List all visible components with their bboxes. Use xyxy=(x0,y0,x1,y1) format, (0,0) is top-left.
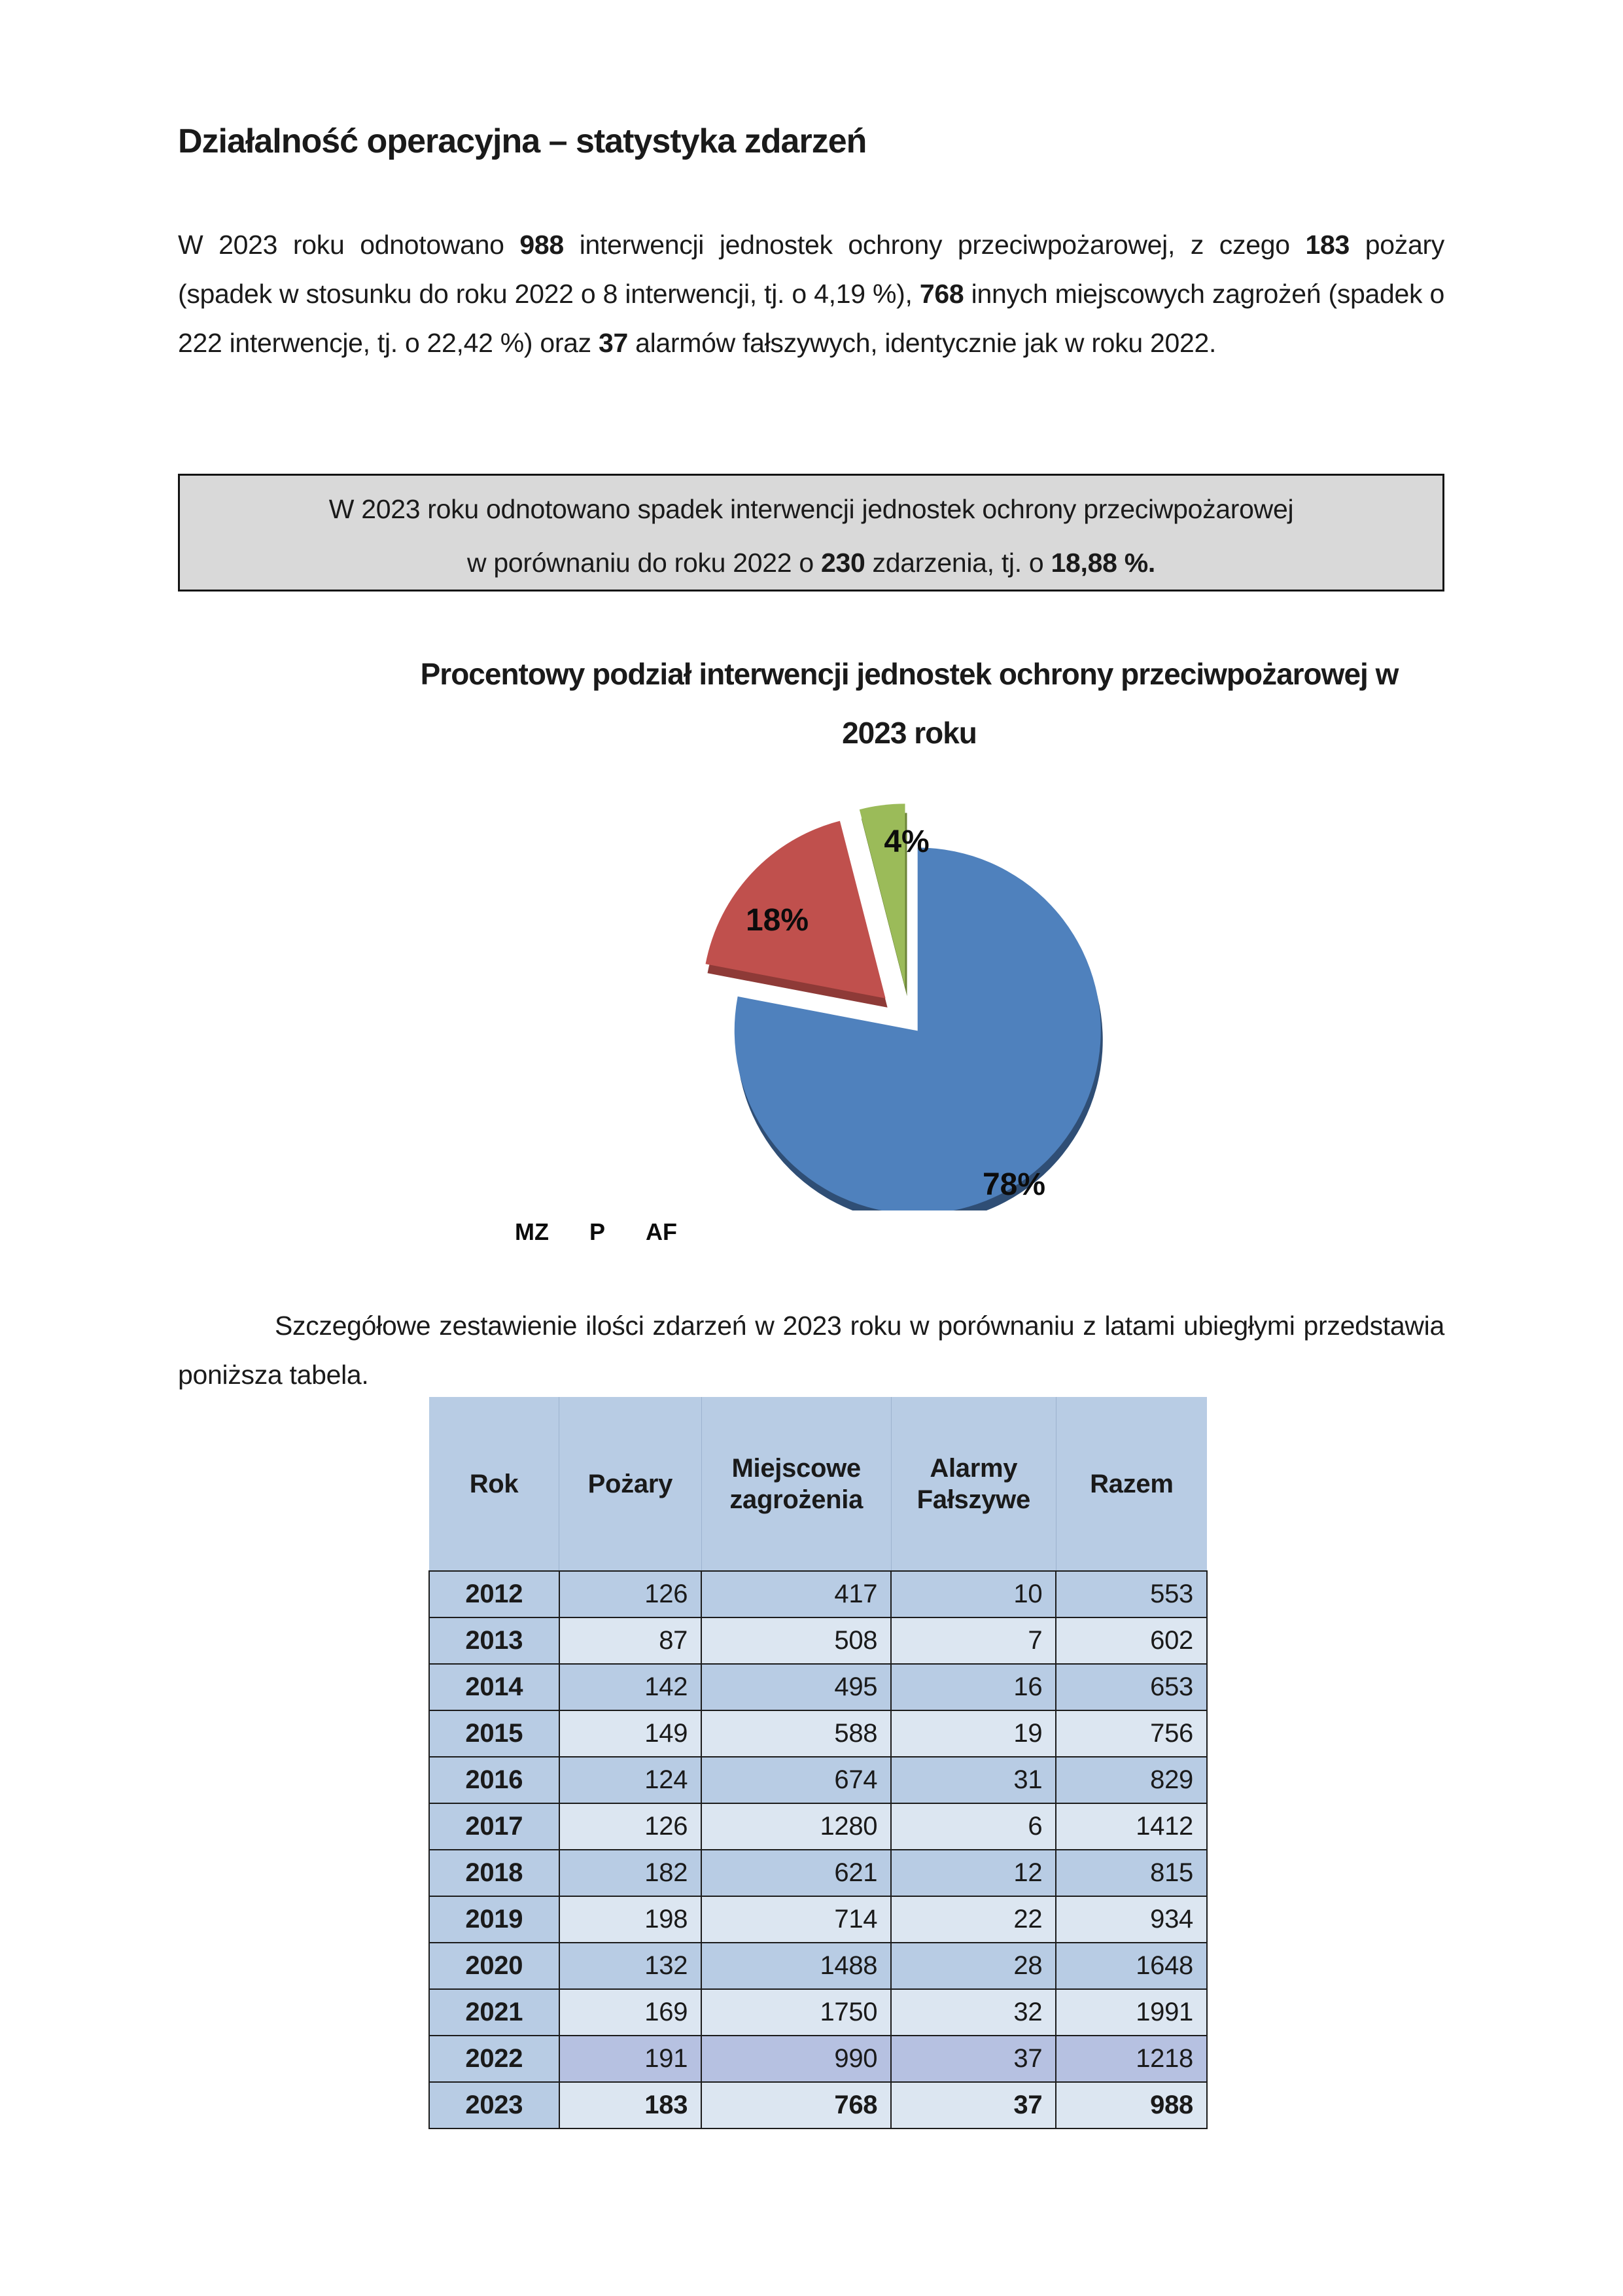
value-cell: 149 xyxy=(559,1710,702,1757)
value-cell: 602 xyxy=(1056,1617,1207,1664)
year-cell: 2018 xyxy=(429,1850,559,1896)
highlight-box xyxy=(178,474,1444,592)
table-row xyxy=(429,1989,1207,2036)
table-intro-paragraph xyxy=(178,1301,1444,1400)
table-body xyxy=(429,1571,1207,2128)
value-cell: 1991 xyxy=(1056,1989,1207,2036)
value-cell: 621 xyxy=(701,1850,891,1896)
value-cell: 126 xyxy=(559,1571,702,1617)
text-segment: W 2023 roku odnotowano spadek interwencji jednostek ochrony przeciwpożarowej xyxy=(328,494,1294,524)
value-cell: 1218 xyxy=(1056,2036,1207,2082)
year-cell: 2014 xyxy=(429,1664,559,1710)
legend-item-AF: AF xyxy=(646,1218,677,1245)
legend-item-MZ: MZ xyxy=(515,1218,549,1245)
text-segment: Szczegółowe zestawienie ilości zdarzeń w 2023 roku w porównaniu z latami ubiegłymi przedstawia poniższa tabela. xyxy=(178,1311,1444,1390)
table-header xyxy=(429,1397,1207,1571)
value-cell: 495 xyxy=(701,1664,891,1710)
table-row xyxy=(429,1896,1207,1943)
text-segment: interwencji jednostek ochrony przeciwpożarowej, z czego xyxy=(563,230,1306,260)
value-cell: 508 xyxy=(701,1617,891,1664)
text-bold-segment: 768 xyxy=(919,279,964,309)
year-cell: 2023 xyxy=(429,2082,559,2128)
text-bold-segment: 18,88 %. xyxy=(1051,548,1155,578)
value-cell: 714 xyxy=(701,1896,891,1943)
table-row xyxy=(429,1710,1207,1757)
value-cell: 16 xyxy=(891,1664,1056,1710)
value-cell: 124 xyxy=(559,1757,702,1803)
value-cell: 588 xyxy=(701,1710,891,1757)
table-header-row xyxy=(429,1397,1207,1571)
intro-paragraph xyxy=(178,221,1444,368)
table-row xyxy=(429,1571,1207,1617)
value-cell: 6 xyxy=(891,1803,1056,1850)
text-segment: alarmów fałszywych, identycznie jak w roku 2022. xyxy=(628,328,1217,358)
table-row xyxy=(429,1943,1207,1989)
table-row xyxy=(429,1803,1207,1850)
value-cell: 12 xyxy=(891,1850,1056,1896)
value-cell: 37 xyxy=(891,2036,1056,2082)
value-cell: 10 xyxy=(891,1571,1056,1617)
text-bold-segment: 183 xyxy=(1305,230,1350,260)
value-cell: 182 xyxy=(559,1850,702,1896)
text-segment: w porównaniu do roku 2022 o xyxy=(467,548,821,578)
value-cell: 1280 xyxy=(701,1803,891,1850)
pie-label-AF: 4% xyxy=(884,824,930,859)
table-header-cell: Razem xyxy=(1056,1397,1207,1571)
value-cell: 28 xyxy=(891,1943,1056,1989)
value-cell: 142 xyxy=(559,1664,702,1710)
value-cell: 132 xyxy=(559,1943,702,1989)
year-cell: 2012 xyxy=(429,1571,559,1617)
table-header-cell: Pożary xyxy=(559,1397,702,1571)
value-cell: 169 xyxy=(559,1989,702,2036)
text-bold-segment: 230 xyxy=(820,548,865,578)
year-cell: 2015 xyxy=(429,1710,559,1757)
chart-title: Procentowy podział interwencji jednostek ochrony przeciwpożarowej w 2023 roku xyxy=(420,657,1399,750)
value-cell: 22 xyxy=(891,1896,1056,1943)
year-cell: 2016 xyxy=(429,1757,559,1803)
value-cell: 37 xyxy=(891,2082,1056,2128)
value-cell: 988 xyxy=(1056,2082,1207,2128)
table-header-cell: Alarmy Fałszywe xyxy=(891,1397,1056,1571)
pie-label-MZ: 78% xyxy=(982,1167,1046,1202)
text-segment: zdarzenia, tj. o xyxy=(865,548,1051,578)
page-title: Działalność operacyjna – statystyka zdarzeń xyxy=(178,122,867,160)
table-header-cell: Miejscowe zagrożenia xyxy=(701,1397,891,1571)
table-header-cell: Rok xyxy=(429,1397,559,1571)
chart-legend xyxy=(399,1218,1420,1246)
value-cell: 674 xyxy=(701,1757,891,1803)
year-cell: 2020 xyxy=(429,1943,559,1989)
value-cell: 553 xyxy=(1056,1571,1207,1617)
value-cell: 32 xyxy=(891,1989,1056,2036)
table-row xyxy=(429,1664,1207,1710)
value-cell: 990 xyxy=(701,2036,891,2082)
pie-label-P: 18% xyxy=(745,903,809,938)
value-cell: 7 xyxy=(891,1617,1056,1664)
value-cell: 1488 xyxy=(701,1943,891,1989)
text-bold-segment: 988 xyxy=(519,230,564,260)
value-cell: 191 xyxy=(559,2036,702,2082)
value-cell: 19 xyxy=(891,1710,1056,1757)
pie-chart xyxy=(602,792,1217,1210)
value-cell: 31 xyxy=(891,1757,1056,1803)
year-cell: 2013 xyxy=(429,1617,559,1664)
table-row xyxy=(429,1850,1207,1896)
value-cell: 815 xyxy=(1056,1850,1207,1896)
value-cell: 87 xyxy=(559,1617,702,1664)
text-segment: innych miejscowych zagrożeń (spadek o 222 interwencje, tj. o 22,42 %) oraz xyxy=(178,279,1444,358)
value-cell: 1750 xyxy=(701,1989,891,2036)
text-segment: W 2023 roku odnotowano xyxy=(178,230,520,260)
value-cell: 653 xyxy=(1056,1664,1207,1710)
legend-item-P: P xyxy=(589,1218,605,1245)
value-cell: 198 xyxy=(559,1896,702,1943)
value-cell: 1648 xyxy=(1056,1943,1207,1989)
text-segment: pożary (spadek w stosunku do roku 2022 o 8 interwencji, tj. o 4,19 %), xyxy=(178,230,1445,309)
value-cell: 934 xyxy=(1056,1896,1207,1943)
value-cell: 183 xyxy=(559,2082,702,2128)
table-row xyxy=(429,1757,1207,1803)
value-cell: 756 xyxy=(1056,1710,1207,1757)
value-cell: 1412 xyxy=(1056,1803,1207,1850)
value-cell: 829 xyxy=(1056,1757,1207,1803)
year-cell: 2019 xyxy=(429,1896,559,1943)
text-bold-segment: 37 xyxy=(598,328,628,358)
value-cell: 126 xyxy=(559,1803,702,1850)
table-row xyxy=(429,2036,1207,2082)
year-cell: 2017 xyxy=(429,1803,559,1850)
table-row xyxy=(429,1617,1207,1664)
year-cell: 2021 xyxy=(429,1989,559,2036)
table-row xyxy=(429,2082,1207,2128)
year-cell: 2022 xyxy=(429,2036,559,2082)
pie-chart-block xyxy=(399,645,1420,1246)
value-cell: 768 xyxy=(701,2082,891,2128)
events-statistics-table xyxy=(428,1397,1208,2129)
value-cell: 417 xyxy=(701,1571,891,1617)
